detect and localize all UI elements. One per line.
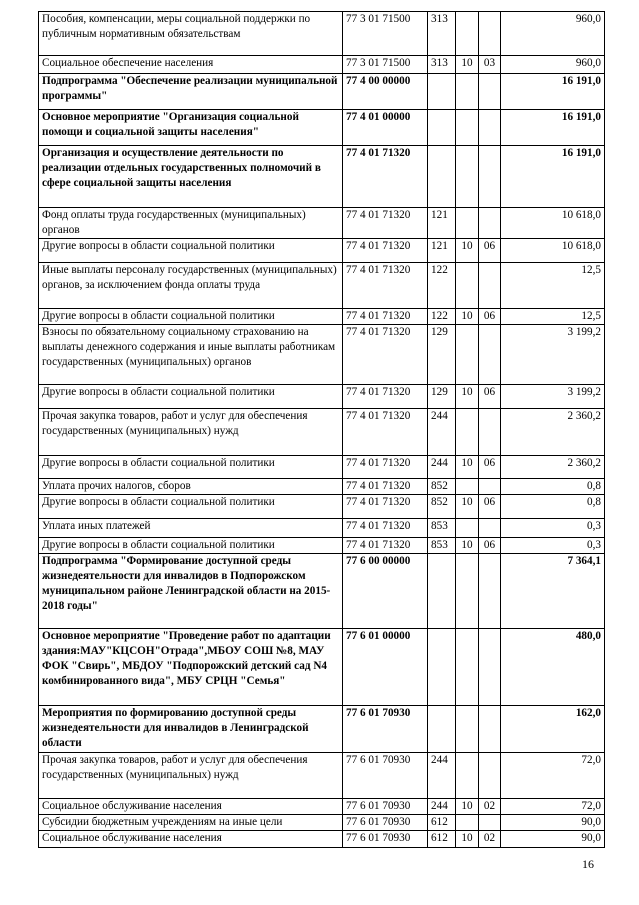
item-name-cell: Пособия, компенсации, меры социальной поддержки по публичным нормативным обязательствам — [39, 12, 343, 56]
section-cell: 10 — [456, 799, 479, 815]
target-article-cell: 77 4 01 00000 — [343, 110, 428, 146]
section-cell — [456, 208, 479, 239]
section-cell: 10 — [456, 456, 479, 479]
target-article-cell: 77 4 01 71320 — [343, 409, 428, 456]
amount-cell: 0,8 — [501, 479, 605, 495]
table-row — [39, 706, 605, 753]
subsection-cell — [479, 74, 501, 110]
section-cell — [456, 263, 479, 309]
table-row — [39, 479, 605, 495]
expense-type-cell: 129 — [428, 325, 456, 385]
subsection-cell: 06 — [479, 538, 501, 554]
section-cell — [456, 815, 479, 831]
item-name-cell: Другие вопросы в области социальной политики — [39, 309, 343, 325]
budget-table — [38, 11, 605, 848]
expense-type-cell: 129 — [428, 385, 456, 409]
item-name-cell: Другие вопросы в области социальной политики — [39, 538, 343, 554]
amount-cell: 3 199,2 — [501, 325, 605, 385]
subsection-cell: 06 — [479, 456, 501, 479]
subsection-cell — [479, 629, 501, 706]
item-name-cell: Другие вопросы в области социальной политики — [39, 385, 343, 409]
expense-type-cell — [428, 629, 456, 706]
amount-cell: 10 618,0 — [501, 239, 605, 263]
subsection-cell — [479, 753, 501, 799]
expense-type-cell — [428, 146, 456, 208]
amount-cell: 162,0 — [501, 706, 605, 753]
table-row — [39, 263, 605, 309]
subsection-cell: 03 — [479, 56, 501, 74]
table-row — [39, 554, 605, 629]
amount-cell: 90,0 — [501, 815, 605, 831]
section-cell — [456, 74, 479, 110]
subsection-cell: 06 — [479, 239, 501, 263]
subsection-cell — [479, 12, 501, 56]
expense-type-cell: 852 — [428, 495, 456, 519]
budget-table-body — [39, 12, 605, 848]
amount-cell: 16 191,0 — [501, 146, 605, 208]
target-article-cell: 77 4 01 71320 — [343, 456, 428, 479]
amount-cell: 0,3 — [501, 519, 605, 538]
section-cell — [456, 753, 479, 799]
amount-cell: 960,0 — [501, 12, 605, 56]
item-name-cell: Фонд оплаты труда государственных (муниципальных) органов — [39, 208, 343, 239]
expense-type-cell: 121 — [428, 208, 456, 239]
target-article-cell: 77 4 01 71320 — [343, 146, 428, 208]
target-article-cell: 77 4 01 71320 — [343, 325, 428, 385]
item-name-cell: Социальное обслуживание населения — [39, 831, 343, 848]
item-name-cell: Субсидии бюджетным учреждениям на иные цели — [39, 815, 343, 831]
amount-cell: 72,0 — [501, 799, 605, 815]
target-article-cell: 77 6 01 70930 — [343, 799, 428, 815]
table-row — [39, 495, 605, 519]
target-article-cell: 77 4 01 71320 — [343, 239, 428, 263]
expense-type-cell — [428, 554, 456, 629]
item-name-cell: Прочая закупка товаров, работ и услуг для обеспечения государственных (муниципальных) нужд — [39, 753, 343, 799]
amount-cell: 2 360,2 — [501, 409, 605, 456]
target-article-cell: 77 4 01 71320 — [343, 309, 428, 325]
section-cell — [456, 325, 479, 385]
section-cell: 10 — [456, 56, 479, 74]
amount-cell: 72,0 — [501, 753, 605, 799]
item-name-cell: Прочая закупка товаров, работ и услуг для обеспечения государственных (муниципальных) нужд — [39, 409, 343, 456]
target-article-cell: 77 4 01 71320 — [343, 538, 428, 554]
subsection-cell — [479, 554, 501, 629]
expense-type-cell: 244 — [428, 753, 456, 799]
item-name-cell: Другие вопросы в области социальной политики — [39, 456, 343, 479]
item-name-cell: Организация и осуществление деятельности по реализации отдельных государственных полномочий в сфере социальной защиты населения — [39, 146, 343, 208]
table-row — [39, 208, 605, 239]
subsection-cell — [479, 110, 501, 146]
amount-cell: 16 191,0 — [501, 74, 605, 110]
section-cell — [456, 409, 479, 456]
table-row — [39, 56, 605, 74]
table-row — [39, 325, 605, 385]
item-name-cell: Социальное обеспечение населения — [39, 56, 343, 74]
table-row — [39, 12, 605, 56]
target-article-cell: 77 4 00 00000 — [343, 74, 428, 110]
subsection-cell: 06 — [479, 495, 501, 519]
amount-cell: 10 618,0 — [501, 208, 605, 239]
table-row — [39, 519, 605, 538]
subsection-cell — [479, 409, 501, 456]
subsection-cell — [479, 325, 501, 385]
table-row — [39, 239, 605, 263]
target-article-cell: 77 3 01 71500 — [343, 12, 428, 56]
amount-cell: 12,5 — [501, 309, 605, 325]
table-row — [39, 799, 605, 815]
subsection-cell: 06 — [479, 309, 501, 325]
item-name-cell: Социальное обслуживание населения — [39, 799, 343, 815]
section-cell — [456, 519, 479, 538]
table-row — [39, 385, 605, 409]
target-article-cell: 77 6 01 70930 — [343, 753, 428, 799]
target-article-cell: 77 6 01 70930 — [343, 706, 428, 753]
section-cell: 10 — [456, 385, 479, 409]
expense-type-cell: 122 — [428, 263, 456, 309]
target-article-cell: 77 6 00 00000 — [343, 554, 428, 629]
table-row — [39, 456, 605, 479]
table-row — [39, 146, 605, 208]
amount-cell: 3 199,2 — [501, 385, 605, 409]
amount-cell: 0,3 — [501, 538, 605, 554]
amount-cell: 12,5 — [501, 263, 605, 309]
table-row — [39, 753, 605, 799]
expense-type-cell — [428, 706, 456, 753]
item-name-cell: Подпрограмма "Обеспечение реализации муниципальной программы" — [39, 74, 343, 110]
target-article-cell: 77 4 01 71320 — [343, 495, 428, 519]
item-name-cell: Другие вопросы в области социальной политики — [39, 495, 343, 519]
item-name-cell: Уплата прочих налогов, сборов — [39, 479, 343, 495]
item-name-cell: Иные выплаты персоналу государственных (муниципальных) органов, за исключением фонда оплаты труда — [39, 263, 343, 309]
item-name-cell: Подпрограмма "Формирование доступной среды жизнедеятельности для инвалидов в Подпорожском муниципальном районе Ленинградской области на 2015-2018 годы" — [39, 554, 343, 629]
expense-type-cell: 612 — [428, 815, 456, 831]
table-row — [39, 629, 605, 706]
target-article-cell: 77 6 01 00000 — [343, 629, 428, 706]
expense-type-cell: 852 — [428, 479, 456, 495]
amount-cell: 7 364,1 — [501, 554, 605, 629]
table-row — [39, 815, 605, 831]
amount-cell: 2 360,2 — [501, 456, 605, 479]
target-article-cell: 77 4 01 71320 — [343, 479, 428, 495]
table-row — [39, 309, 605, 325]
item-name-cell: Мероприятия по формированию доступной среды жизнедеятельности для инвалидов в Ленинградской области — [39, 706, 343, 753]
amount-cell: 90,0 — [501, 831, 605, 848]
subsection-cell — [479, 208, 501, 239]
subsection-cell — [479, 706, 501, 753]
section-cell — [456, 110, 479, 146]
section-cell — [456, 706, 479, 753]
subsection-cell: 02 — [479, 831, 501, 848]
section-cell — [456, 479, 479, 495]
table-row — [39, 409, 605, 456]
target-article-cell: 77 4 01 71320 — [343, 519, 428, 538]
expense-type-cell: 612 — [428, 831, 456, 848]
expense-type-cell: 122 — [428, 309, 456, 325]
section-cell — [456, 554, 479, 629]
expense-type-cell: 853 — [428, 519, 456, 538]
table-row — [39, 538, 605, 554]
amount-cell: 960,0 — [501, 56, 605, 74]
subsection-cell — [479, 146, 501, 208]
subsection-cell: 02 — [479, 799, 501, 815]
target-article-cell: 77 6 01 70930 — [343, 831, 428, 848]
expense-type-cell: 244 — [428, 456, 456, 479]
subsection-cell: 06 — [479, 385, 501, 409]
expense-type-cell: 121 — [428, 239, 456, 263]
table-row — [39, 831, 605, 848]
expense-type-cell: 313 — [428, 12, 456, 56]
expense-type-cell: 853 — [428, 538, 456, 554]
section-cell — [456, 12, 479, 56]
item-name-cell: Уплата иных платежей — [39, 519, 343, 538]
target-article-cell: 77 4 01 71320 — [343, 208, 428, 239]
page-number: 16 — [582, 857, 594, 871]
section-cell — [456, 146, 479, 208]
target-article-cell: 77 4 01 71320 — [343, 385, 428, 409]
expense-type-cell: 244 — [428, 409, 456, 456]
table-row — [39, 110, 605, 146]
item-name-cell: Другие вопросы в области социальной политики — [39, 239, 343, 263]
target-article-cell: 77 6 01 70930 — [343, 815, 428, 831]
item-name-cell: Основное мероприятие "Проведение работ по адаптации здания:МАУ"КЦСОН"Отрада",МБОУ СОШ №8, МАУ ФОК "Свирь", МБДОУ "Подпорожский детский сад N4 комбинированного вида", МБУ СРЦН "Семья" — [39, 629, 343, 706]
section-cell: 10 — [456, 538, 479, 554]
item-name-cell: Основное мероприятие "Организация социальной помощи и социальной защиты населения" — [39, 110, 343, 146]
target-article-cell: 77 3 01 71500 — [343, 56, 428, 74]
subsection-cell — [479, 519, 501, 538]
target-article-cell: 77 4 01 71320 — [343, 263, 428, 309]
amount-cell: 480,0 — [501, 629, 605, 706]
expense-type-cell — [428, 74, 456, 110]
expense-type-cell — [428, 110, 456, 146]
item-name-cell: Взносы по обязательному социальному страхованию на выплаты денежного содержания и иные выплаты работникам государственных (муниципальных) органов — [39, 325, 343, 385]
subsection-cell — [479, 263, 501, 309]
section-cell: 10 — [456, 831, 479, 848]
table-row — [39, 74, 605, 110]
section-cell: 10 — [456, 309, 479, 325]
section-cell: 10 — [456, 239, 479, 263]
subsection-cell — [479, 479, 501, 495]
expense-type-cell: 244 — [428, 799, 456, 815]
subsection-cell — [479, 815, 501, 831]
expense-type-cell: 313 — [428, 56, 456, 74]
section-cell: 10 — [456, 495, 479, 519]
amount-cell: 16 191,0 — [501, 110, 605, 146]
section-cell — [456, 629, 479, 706]
amount-cell: 0,8 — [501, 495, 605, 519]
